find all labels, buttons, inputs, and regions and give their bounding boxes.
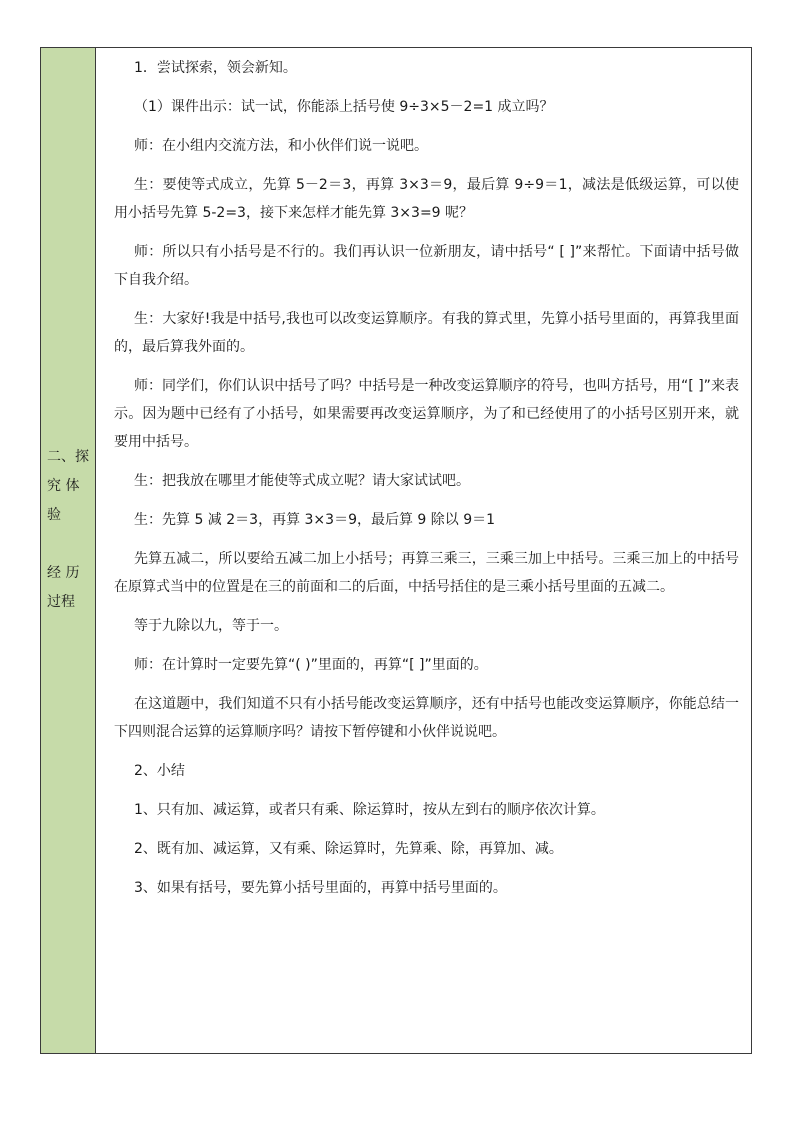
paragraph: 师：在计算时一定要先算“( )”里面的，再算“[ ]”里面的。: [134, 657, 488, 673]
paragraph: 生：先算 5 减 2＝3，再算 3×3＝9，最后算 9 除以 9＝1: [134, 512, 496, 528]
paragraph: 生：要使等式成立，先算 5－2＝3，再算 3×3＝9，最后算 9÷9＝1，减法是低级运算，可以使用小括号先算 5-2=3，接下来怎样才能先算 3×3=9 呢？: [114, 177, 739, 221]
paragraph: 2、既有加、减运算，又有乘、除运算时，先算乘、除，再算加、减。: [134, 841, 563, 857]
lesson-content: [96, 48, 751, 1053]
section-label-spacer: [47, 530, 93, 559]
paragraph: 在这道题中，我们知道不只有小括号能改变运算顺序，还有中括号也能改变运算顺序，你能总结一下四则混合运算的运算顺序吗？请按下暂停键和小伙伴说说吧。: [114, 696, 739, 740]
paragraph: 生：把我放在哪里才能使等式成立呢？请大家试试吧。: [134, 473, 470, 489]
paragraph: 先算五减二，所以要给五减二加上小括号；再算三乘三，三乘三加上中括号。三乘三加上的中括号在原算式当中的位置是在三的前面和二的后面，中括号括住的是三乘小括号里面的五减二。: [114, 551, 739, 595]
section-column: [41, 48, 96, 1053]
section-label-line: 过程: [47, 594, 75, 610]
paragraph: 1、只有加、减运算，或者只有乘、除运算时，按从左到右的顺序依次计算。: [134, 802, 605, 818]
section-label-line: 二、探: [47, 449, 89, 465]
paragraph: 3、如果有括号，要先算小括号里面的，再算中括号里面的。: [134, 880, 507, 896]
paragraph: 师：所以只有小括号是不行的。我们再认识一位新朋友，请中括号“ [ ]”来帮忙。下面请中括号做下自我介绍。: [114, 244, 739, 288]
paragraph: 1．尝试探索，领会新知。: [134, 60, 297, 76]
paragraph: 生：大家好!我是中括号,我也可以改变运算顺序。有我的算式里，先算小括号里面的，再算我里面的，最后算我外面的。: [114, 311, 739, 355]
paragraph: 师：在小组内交流方法，和小伙伴们说一说吧。: [134, 138, 428, 154]
section-label-line: 究 体: [47, 478, 80, 494]
section-label-line: 经 历: [47, 565, 80, 581]
paragraph: 师：同学们，你们认识中括号了吗？中括号是一种改变运算顺序的符号，也叫方括号，用“[ ]”来表示。因为题中已经有了小括号，如果需要再改变运算顺序，为了和已经使用了的小括号区别开来，就要用中括号。: [114, 378, 739, 450]
paragraph: （1）课件出示：试一试，你能添上括号使 9÷3×5－2=1 成立吗？: [134, 99, 554, 115]
lesson-table: [40, 47, 752, 1054]
section-label: [47, 443, 93, 617]
section-label-line: 验: [47, 507, 61, 523]
paragraph: 2、小结: [134, 763, 185, 779]
paragraph: 等于九除以九，等于一。: [134, 618, 288, 634]
